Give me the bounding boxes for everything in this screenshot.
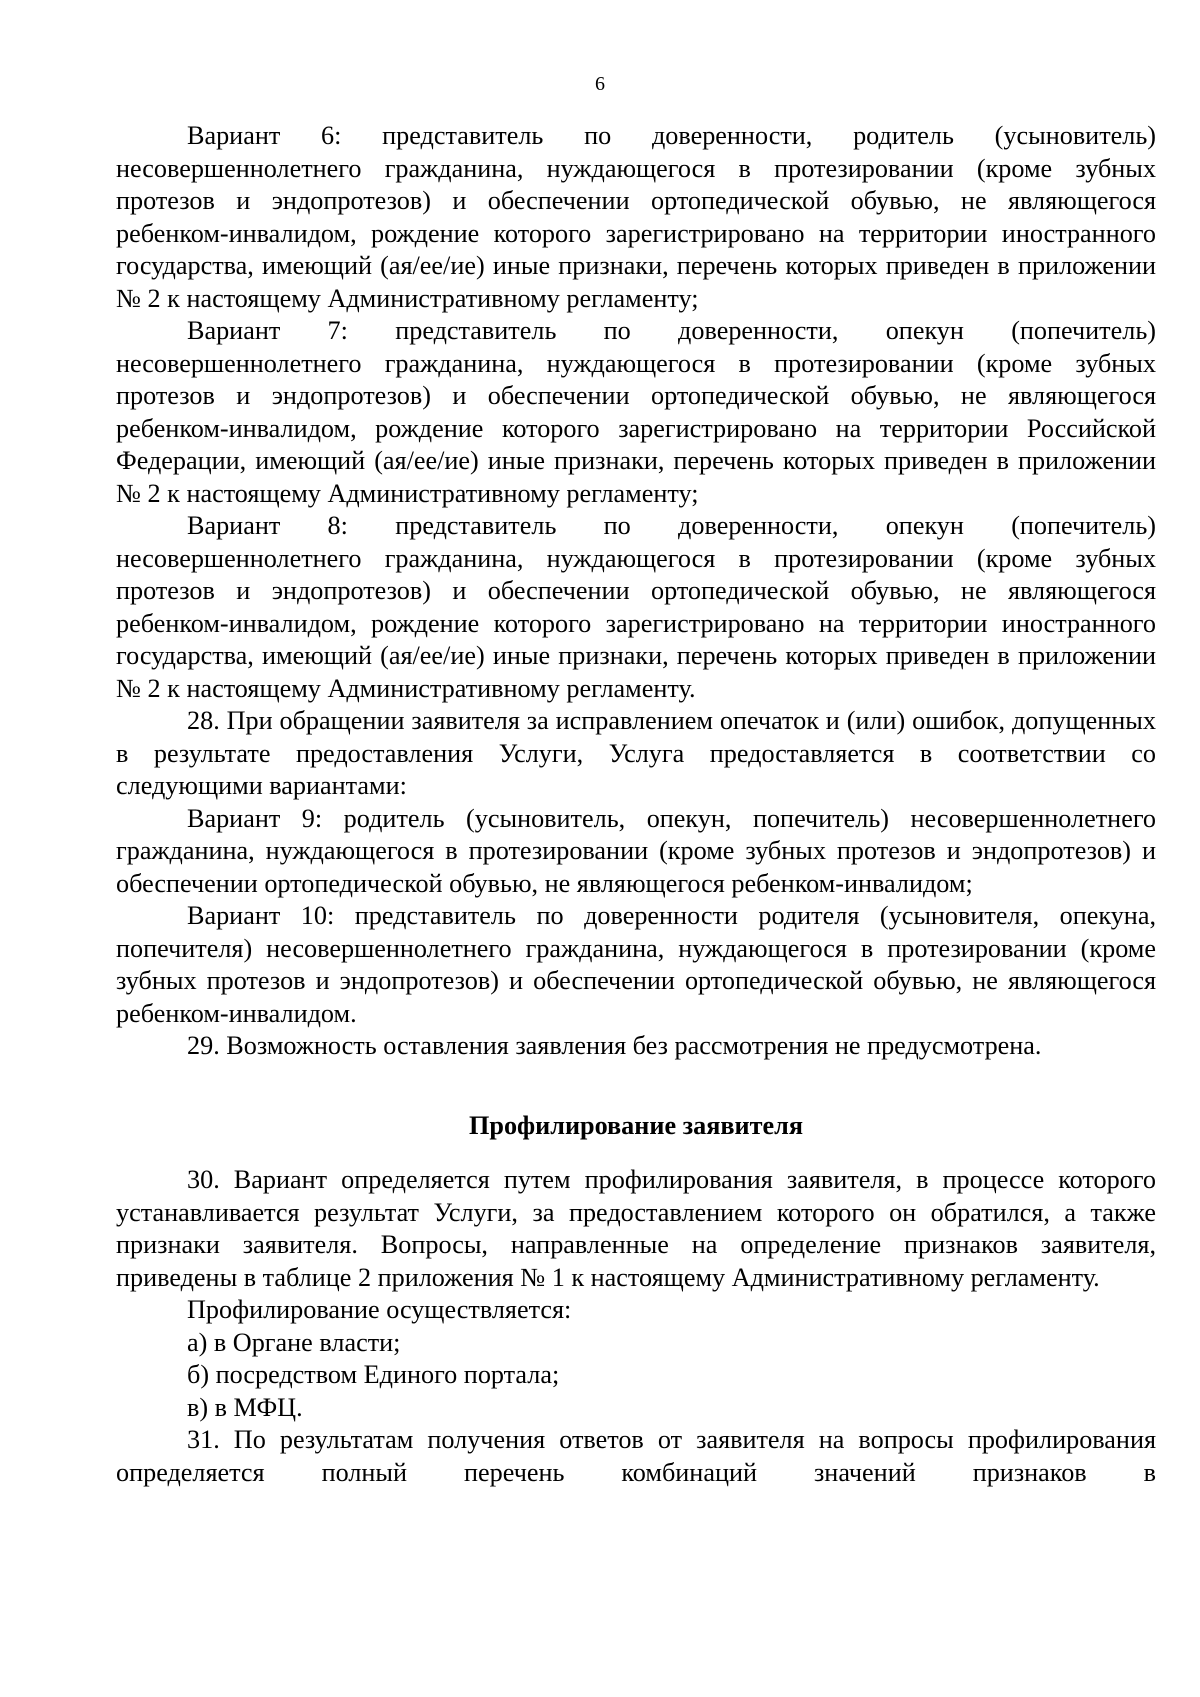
- profiling-intro: Профилирование осуществляется:: [187, 1295, 572, 1324]
- paragraph-variant-6: Вариант 6: представитель по доверенности, родитель (усыновитель) несовершеннолетнего гражданина, нуждающегося в протезировании (кроме зубных протезов и эндопротезов) и обеспечении ортопедической обувью, не являющегося ребенком-инвалидом, рождение которого зарегистрировано на территории иностранного государства, имеющий (ая/ее/ие) иные признаки, перечень которых приведен в приложении № 2 к настоящему Административному регламенту;: [116, 121, 1156, 313]
- list-item: а) в Органе власти;: [187, 1327, 401, 1357]
- paragraph-item-28: 28. При обращении заявителя за исправлением опечаток и (или) ошибок, допущенных в результате предоставления Услуги, Услуга предоставляется в соответствии со следующими вариантами:: [116, 706, 1156, 800]
- paragraph-variant-7: Вариант 7: представитель по доверенности, опекун (попечитель) несовершеннолетнего гражданина, нуждающегося в протезировании (кроме зубных протезов и эндопротезов) и обеспечении ортопедической обувью, не являющегося ребенком-инвалидом, рождение которого зарегистрировано на территории Российской Федерации, имеющий (ая/ее/ие) иные признаки, перечень которых приведен в приложении № 2 к настоящему Административному регламенту;: [116, 316, 1156, 508]
- list-item: б) посредством Единого портала;: [187, 1360, 560, 1389]
- paragraph-item-29: 29. Возможность оставления заявления без рассмотрения не предусмотрена.: [187, 1031, 1042, 1060]
- page-number: 6: [595, 73, 605, 95]
- section-heading: Профилирование заявителя: [469, 1110, 803, 1140]
- section-spacer: [116, 1142, 1156, 1164]
- paragraph-variant-8: Вариант 8: представитель по доверенности, опекун (попечитель) несовершеннолетнего гражданина, нуждающегося в протезировании (кроме зубных протезов и эндопротезов) и обеспечении ортопедической обувью, не являющегося ребенком-инвалидом, рождение которого зарегистрировано на территории иностранного государства, имеющий (ая/ее/ие) иные признаки, перечень которых приведен в приложении № 2 к настоящему Административному регламенту.: [116, 511, 1156, 703]
- paragraph-variant-10: Вариант 10: представитель по доверенности родителя (усыновителя, опекуна, попечителя) несовершеннолетнего гражданина, нуждающегося в протезировании (кроме зубных протезов и эндопротезов) и обеспечении ортопедической обувью, не являющегося ребенком-инвалидом.: [116, 901, 1156, 1028]
- paragraph-item-30: 30. Вариант определяется путем профилирования заявителя, в процессе которого устанавливается результат Услуги, за предоставлением которого он обратился, а также признаки заявителя. Вопросы, направленные на определение признаков заявителя, приведены в таблице 2 приложения № 1 к настоящему Административному регламенту.: [116, 1165, 1156, 1292]
- paragraph-variant-9: Вариант 9: родитель (усыновитель, опекун, попечитель) несовершеннолетнего гражданина, нуждающегося в протезировании (кроме зубных протезов и эндопротезов) и обеспечении ортопедической обувью, не являющегося ребенком-инвалидом;: [116, 803, 1156, 898]
- paragraph-item-31: 31. По результатам получения ответов от заявителя на вопросы профилирования определяется полный перечень комбинаций значений признаков в: [116, 1425, 1156, 1487]
- document-body: [116, 120, 1156, 1489]
- list-item: в) в МФЦ.: [187, 1392, 303, 1422]
- section-spacer: [116, 1063, 1156, 1110]
